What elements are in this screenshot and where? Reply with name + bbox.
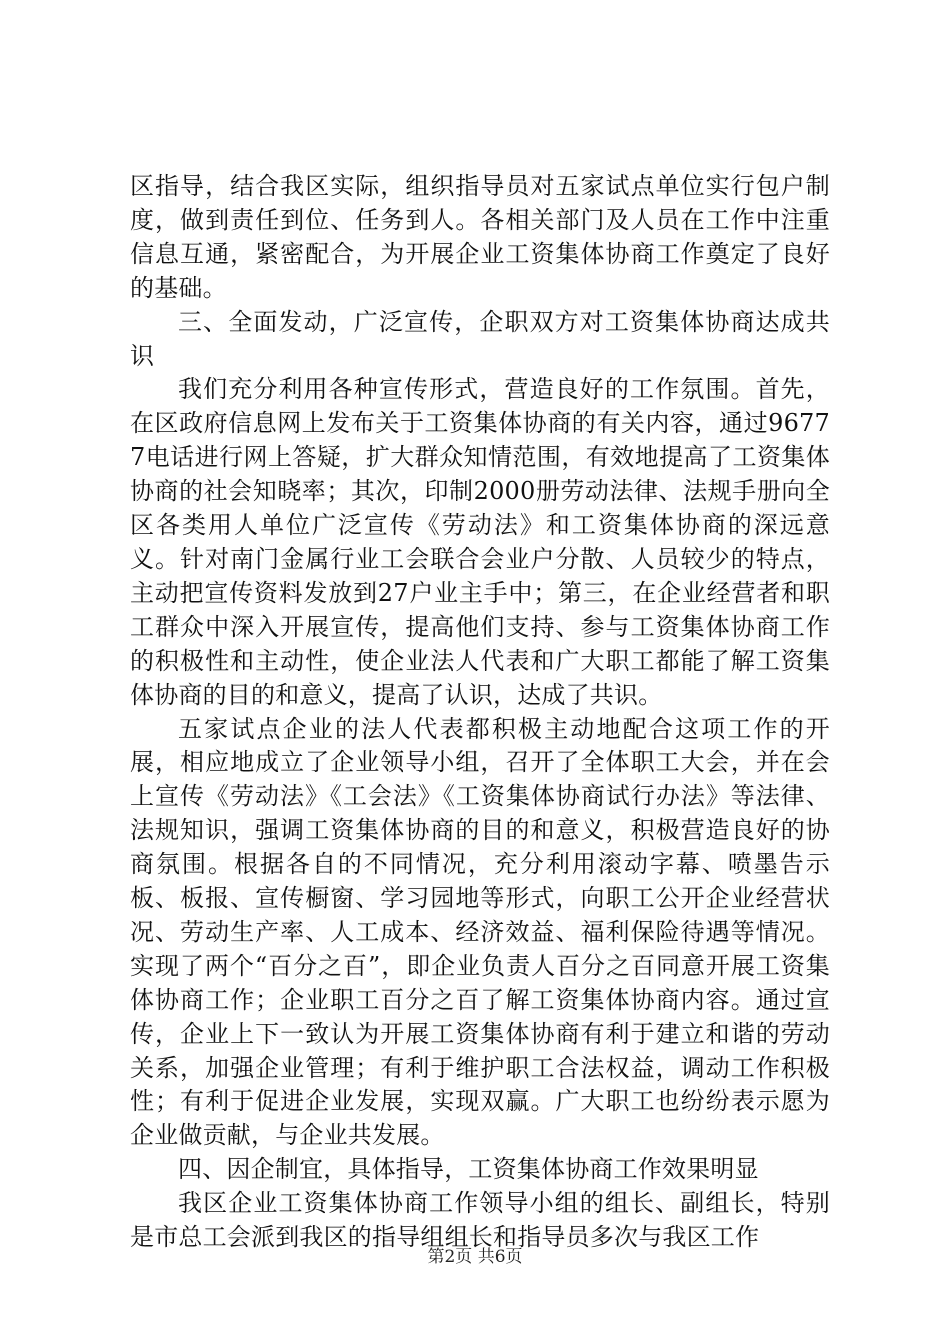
page-number-footer: 第2页 共6页	[427, 1247, 523, 1267]
paragraph-publicity: 我们充分利用各种宣传形式，营造良好的工作氛围。首先，在区政府信息网上发布关于工资集体协商的有关内容，通过96777电话进行网上答疑，扩大群众知情范围，有效地提高了工资集体协商的社会知晓率；其次，印制2000册劳动法律、法规手册向全区各类用人单位广泛宣传《劳动法》和工资集体协商的深远意义。针对南门金属行业工会联合会业户分散、人员较少的特点，主动把宣传资料发放到27户业主手中；第三，在企业经营者和职工群众中深入开展宣传，提高他们支持、参与工资集体协商工作的积极性和主动性，使企业法人代表和广大职工都能了解工资集体协商的目的和意义，提高了认识，达成了共识。	[130, 375, 830, 709]
section-heading-four: 四、因企制宜，具体指导，工资集体协商工作效果明显	[178, 1155, 759, 1184]
section-heading-three: 三、全面发动，广泛宣传，企职双方对工资集体协商达成共识	[130, 307, 830, 370]
document-body	[130, 170, 830, 1255]
paragraph-pilot-enterprises: 五家试点企业的法人代表都积极主动地配合这项工作的开展，相应地成立了企业领导小组，召开了全体职工大会，并在会上宣传《劳动法》《工会法》《工资集体协商试行办法》等法律、法规知识，强调工资集体协商的目的和意义，积极营造良好的协商氛围。根据各自的不同情况，充分利用滚动字幕、喷墨告示板、板报、宣传橱窗、学习园地等形式，向职工公开企业经营状况、劳动生产率、人工成本、经济效益、福利保险待遇等情况。实现了两个“百分之百”，即企业负责人百分之百同意开展工资集体协商工作；企业职工百分之百了解工资集体协商内容。通过宣传，企业上下一致认为开展工资集体协商有利于建立和谐的劳动关系，加强企业管理；有利于维护职工合法权益，调动工作积极性；有利于促进企业发展，实现双赢。广大职工也纷纷表示愿为企业做贡献，与企业共发展。	[130, 714, 830, 1150]
paragraph-leadership-guidance: 我区企业工资集体协商工作领导小组的组长、副组长，特别是市总工会派到我区的指导组组长和指导员多次与我区工作	[130, 1189, 830, 1252]
paragraph-continuation: 区指导，结合我区实际，组织指导员对五家试点单位实行包户制度，做到责任到位、任务到人。各相关部门及人员在工作中注重信息互通，紧密配合，为开展企业工资集体协商工作奠定了良好的基础。	[130, 172, 830, 302]
